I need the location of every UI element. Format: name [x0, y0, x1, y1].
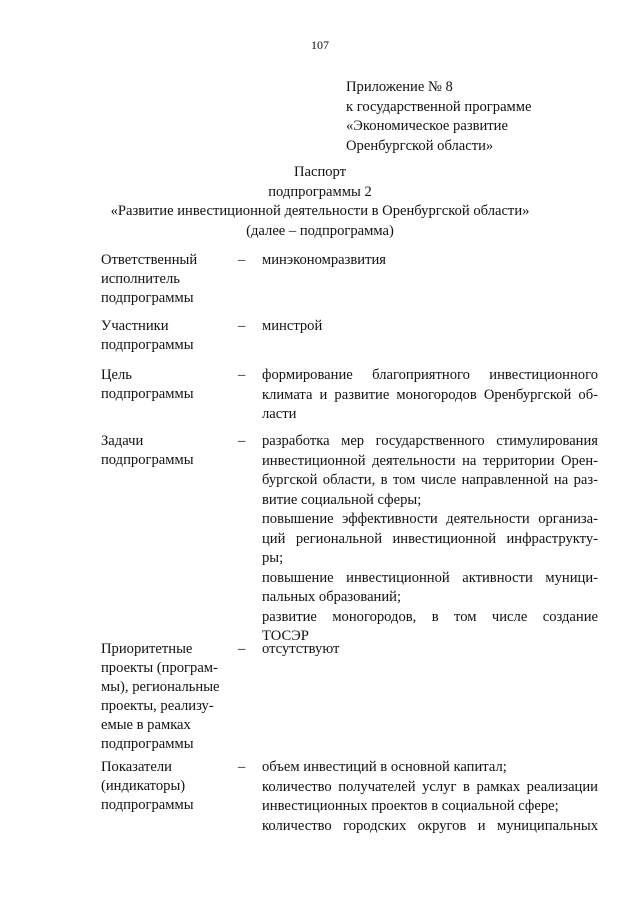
value-line: климата и развитие моногородов Оренбургской об-: [262, 386, 598, 403]
title-line: (далее – подпрограмма): [246, 222, 394, 239]
appendix-line: Приложение № 8: [346, 79, 453, 95]
appendix-line: Оренбургской области»: [346, 137, 494, 154]
label-line: Цель: [101, 367, 132, 383]
value-line: инвестиционной деятельности на территории Орен-: [262, 452, 598, 469]
row-value: [262, 366, 598, 425]
value-line: инвестиционных проектов в социальной сфере;: [262, 798, 559, 814]
label-line: подпрограммы: [101, 797, 194, 813]
value-line: пальных образований;: [262, 589, 402, 605]
label-line: Участники: [101, 318, 169, 334]
row-dash: –: [238, 252, 246, 268]
row-dash: –: [238, 759, 246, 775]
label-line: емые в рамках: [101, 717, 191, 733]
label-line: Ответственный: [101, 252, 198, 268]
row-label: [101, 317, 227, 355]
appendix-heading: [346, 78, 532, 156]
row-dash: –: [238, 318, 246, 334]
row-value: [262, 317, 598, 337]
row-label: [101, 640, 227, 754]
title-line: «Развитие инвестиционной деятельности в Оренбургской области»: [110, 203, 530, 219]
label-line: мы), региональные: [101, 679, 220, 695]
label-line: (индикаторы): [101, 778, 186, 794]
row-value: [262, 251, 598, 271]
label-line: подпрограммы: [101, 290, 194, 306]
appendix-line: к государственной программе: [346, 98, 532, 115]
value-line: количество получателей услуг в рамках реализации: [262, 778, 598, 795]
label-line: подпрограммы: [101, 337, 194, 353]
value-line: повышение инвестиционной активности муници-: [262, 569, 598, 586]
row-label: [101, 432, 227, 470]
value-line: витие социальной сферы;: [262, 491, 422, 508]
title-line: подпрограммы 2: [268, 183, 372, 200]
value-line: формирование благоприятного инвестиционного: [262, 367, 598, 383]
value-line: объем инвестиций в основной капитал;: [262, 759, 507, 775]
label-line: подпрограммы: [101, 452, 194, 468]
page-number: 107: [311, 38, 329, 52]
value-line: бургской области, в том числе направленной на раз-: [262, 472, 598, 488]
value-line: минэкономразвития: [262, 252, 386, 268]
value-line: количество городских округов и муниципальных: [262, 817, 598, 834]
label-line: Показатели: [101, 759, 172, 775]
value-line: ций региональной инвестиционной инфраструкту-: [262, 530, 598, 547]
row-label: [101, 366, 227, 404]
appendix-line: «Экономическое развитие: [346, 118, 508, 134]
row-value: [262, 432, 598, 647]
label-line: Задачи: [101, 433, 144, 449]
value-line: ласти: [262, 406, 297, 422]
value-line: разработка мер государственного стимулирования: [262, 433, 598, 449]
value-line: минстрой: [262, 318, 323, 334]
value-line: повышение эффективности деятельности организа-: [262, 511, 598, 527]
row-dash: –: [238, 641, 246, 657]
title-line: Паспорт: [293, 164, 347, 180]
label-line: Приоритетные: [101, 641, 193, 657]
row-dash: –: [238, 433, 246, 449]
value-line: отсутствуют: [262, 641, 340, 657]
row-value: [262, 758, 598, 836]
value-line: развитие моногородов, в том числе создание: [262, 608, 598, 625]
value-line: ТОСЭР: [262, 628, 309, 644]
value-line: ры;: [262, 550, 284, 566]
row-label: [101, 251, 227, 308]
row-label: [101, 758, 227, 815]
label-line: исполнитель: [101, 271, 180, 287]
label-line: подпрограммы: [101, 386, 194, 402]
row-value: [262, 640, 598, 660]
row-dash: –: [238, 367, 246, 383]
label-line: проекты, реализу-: [101, 698, 214, 714]
label-line: подпрограммы: [101, 736, 194, 752]
document-title: [0, 163, 640, 241]
label-line: проекты (програм-: [101, 660, 218, 676]
